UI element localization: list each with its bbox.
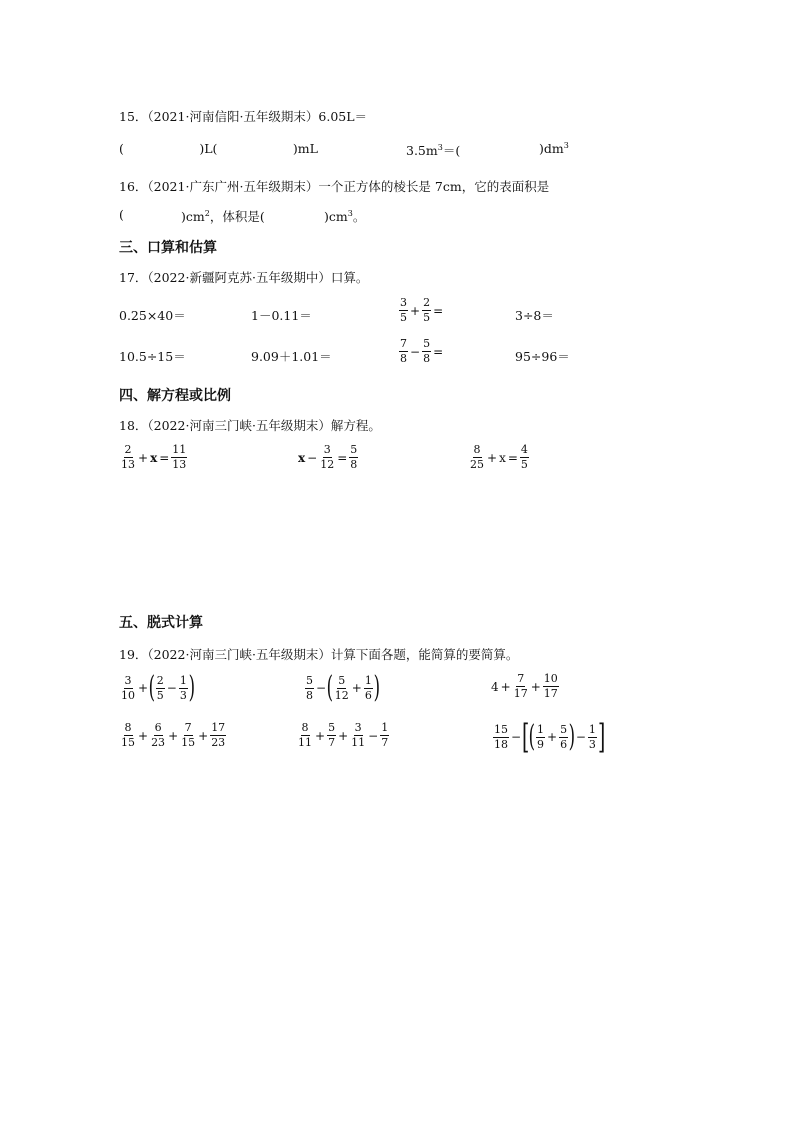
q16-cm2: )cm — [181, 209, 205, 224]
operator: + — [410, 303, 421, 318]
q19-p2 — [304, 670, 380, 705]
left-paren: ( — [326, 670, 334, 705]
section-4-title: 四、解方程或比例 — [119, 388, 231, 404]
q17-r1c3 — [398, 297, 444, 324]
left-paren: ( — [148, 670, 156, 705]
operator: + — [198, 728, 209, 743]
right-paren: ) — [568, 719, 576, 754]
equals: = — [507, 450, 518, 465]
left-bracket: [ — [522, 717, 530, 757]
q17-r2c4: 95÷96＝ — [515, 349, 570, 364]
operator: + — [138, 681, 149, 695]
fraction: $\frac{1}{3}$ — [179, 673, 187, 702]
q15-part2-value: 3.5m — [406, 143, 438, 158]
fraction: $\frac{3}{12}$ — [320, 443, 335, 471]
fraction: $\frac{2}{13}$ — [121, 443, 135, 471]
q18-eq2 — [297, 444, 359, 471]
fraction: $\frac{3}{5}$ — [400, 296, 407, 324]
fraction: $\frac{3}{11}$ — [351, 721, 366, 749]
operator: − — [368, 728, 379, 743]
q19-p4 — [119, 722, 227, 749]
operator: + — [138, 728, 149, 743]
q19-p3 — [490, 673, 560, 700]
q15-dm-label: )dm — [539, 141, 564, 157]
right-paren: ) — [373, 670, 380, 705]
operator: − — [307, 450, 318, 465]
q16-line2 — [119, 207, 124, 222]
operator: − — [410, 344, 421, 359]
q17-r1c1: 0.25×40＝ — [119, 308, 186, 323]
fraction: $\frac{3}{10}$ — [121, 673, 135, 702]
operator: + — [487, 450, 498, 465]
operator: − — [575, 730, 586, 744]
q16-stem: 16．（2021·广东广州·五年级期末）一个正方体的棱长是 7cm，它的表面积是 — [119, 179, 550, 194]
section-3-title: 三、口算和估算 — [119, 240, 217, 256]
q16-volume-label: ，体积是( — [209, 209, 265, 224]
operator: − — [316, 681, 327, 695]
fraction: $\frac{8}{11}$ — [298, 721, 312, 749]
q15-part2-sup: 3 — [437, 142, 443, 152]
operator: + — [530, 679, 541, 694]
fraction: $\frac{6}{23}$ — [151, 721, 166, 749]
equals: = — [337, 450, 348, 465]
q16-line2-d — [324, 207, 365, 225]
q16-line2-b — [181, 207, 265, 225]
equals: = — [433, 344, 444, 359]
q15-part2 — [406, 141, 460, 159]
q17-r2c1: 10.5÷15＝ — [119, 349, 186, 364]
fraction: $\frac{8}{15}$ — [121, 721, 135, 749]
variable-x: x — [298, 450, 306, 465]
operator: − — [166, 681, 177, 695]
operator: + — [351, 681, 362, 695]
q15-blank-L: ( )L( — [119, 141, 218, 156]
operator: + — [168, 728, 179, 743]
fraction: $\frac{4}{5}$ — [520, 443, 528, 471]
q16-cm2-sup: 2 — [204, 208, 210, 218]
q16-cm3: )cm — [324, 209, 348, 224]
q16-cm3-sup: 3 — [347, 208, 353, 218]
fraction: $\frac{11}{13}$ — [172, 443, 187, 471]
q17-r2c3 — [398, 338, 444, 365]
left-paren: ( — [528, 719, 536, 754]
right-bracket: ] — [597, 717, 606, 757]
fraction: $\frac{17}{23}$ — [211, 721, 226, 749]
q19-p1 — [119, 670, 195, 705]
right-paren: ) — [188, 670, 195, 705]
fraction: $\frac{7}{17}$ — [513, 672, 528, 700]
fraction: $\frac{2}{5}$ — [423, 296, 431, 324]
q19-p5 — [296, 722, 390, 749]
fraction: $\frac{10}{17}$ — [543, 672, 558, 700]
q16-period: 。 — [352, 209, 366, 224]
variable-x: x — [150, 450, 158, 465]
fraction: $\frac{15}{18}$ — [494, 722, 508, 751]
fraction: $\frac{7}{8}$ — [400, 337, 407, 365]
q17-r2c2: 9.09＋1.01＝ — [251, 349, 332, 364]
equals: = — [159, 450, 170, 465]
fraction: $\frac{5}{12}$ — [334, 673, 349, 702]
q17-r1c4: 3÷8＝ — [515, 308, 554, 323]
fraction: $\frac{2}{5}$ — [156, 673, 164, 702]
section-5-title: 五、脱式计算 — [119, 615, 203, 631]
q15-dm-unit — [539, 141, 569, 156]
q15-blank-mL: )mL — [217, 141, 318, 156]
q19-stem: 19．（2022·河南三门峡·五年级期末）计算下面各题，能简算的要简算。 — [119, 647, 519, 662]
whole-number: 4 — [491, 679, 499, 694]
fraction: $\frac{5}{8}$ — [350, 443, 358, 471]
fraction: $\frac{1}{7}$ — [381, 721, 389, 749]
q18-stem: 18．（2022·河南三门峡·五年级期末）解方程。 — [119, 418, 381, 433]
q15-part2-eq: ＝( — [442, 143, 461, 158]
fraction: $\frac{1}{3}$ — [588, 722, 596, 751]
fraction: $\frac{1}{9}$ — [537, 722, 545, 751]
q15-line2 — [119, 141, 318, 156]
operator: + — [138, 450, 149, 465]
q15-dm-sup: 3 — [563, 141, 569, 150]
operator: + — [500, 679, 511, 694]
q17-stem: 17．（2022·新疆阿克苏·五年级期中）口算。 — [119, 270, 369, 285]
fraction: $\frac{5}{8}$ — [306, 673, 313, 702]
operator: + — [315, 728, 326, 743]
q19-p6 — [492, 717, 606, 757]
variable-x: x — [499, 450, 506, 465]
q18-eq3 — [468, 444, 530, 471]
q16-open-paren-1: ( — [119, 207, 124, 222]
fraction: $\frac{5}{8}$ — [423, 337, 431, 365]
equals: = — [433, 303, 444, 318]
q17-r1c2: 1－0.11＝ — [251, 308, 312, 323]
q15-stem: 15．（2021·河南信阳·五年级期末）6.05L＝ — [119, 109, 368, 124]
q18-eq1 — [119, 444, 188, 471]
operator: + — [338, 728, 349, 743]
fraction: $\frac{1}{6}$ — [364, 673, 372, 702]
fraction: $\frac{5}{7}$ — [328, 721, 336, 749]
operator: + — [547, 730, 558, 744]
fraction: $\frac{8}{25}$ — [470, 443, 484, 471]
operator: − — [511, 730, 522, 744]
fraction: $\frac{7}{15}$ — [181, 721, 196, 749]
fraction: $\frac{5}{6}$ — [560, 722, 568, 751]
